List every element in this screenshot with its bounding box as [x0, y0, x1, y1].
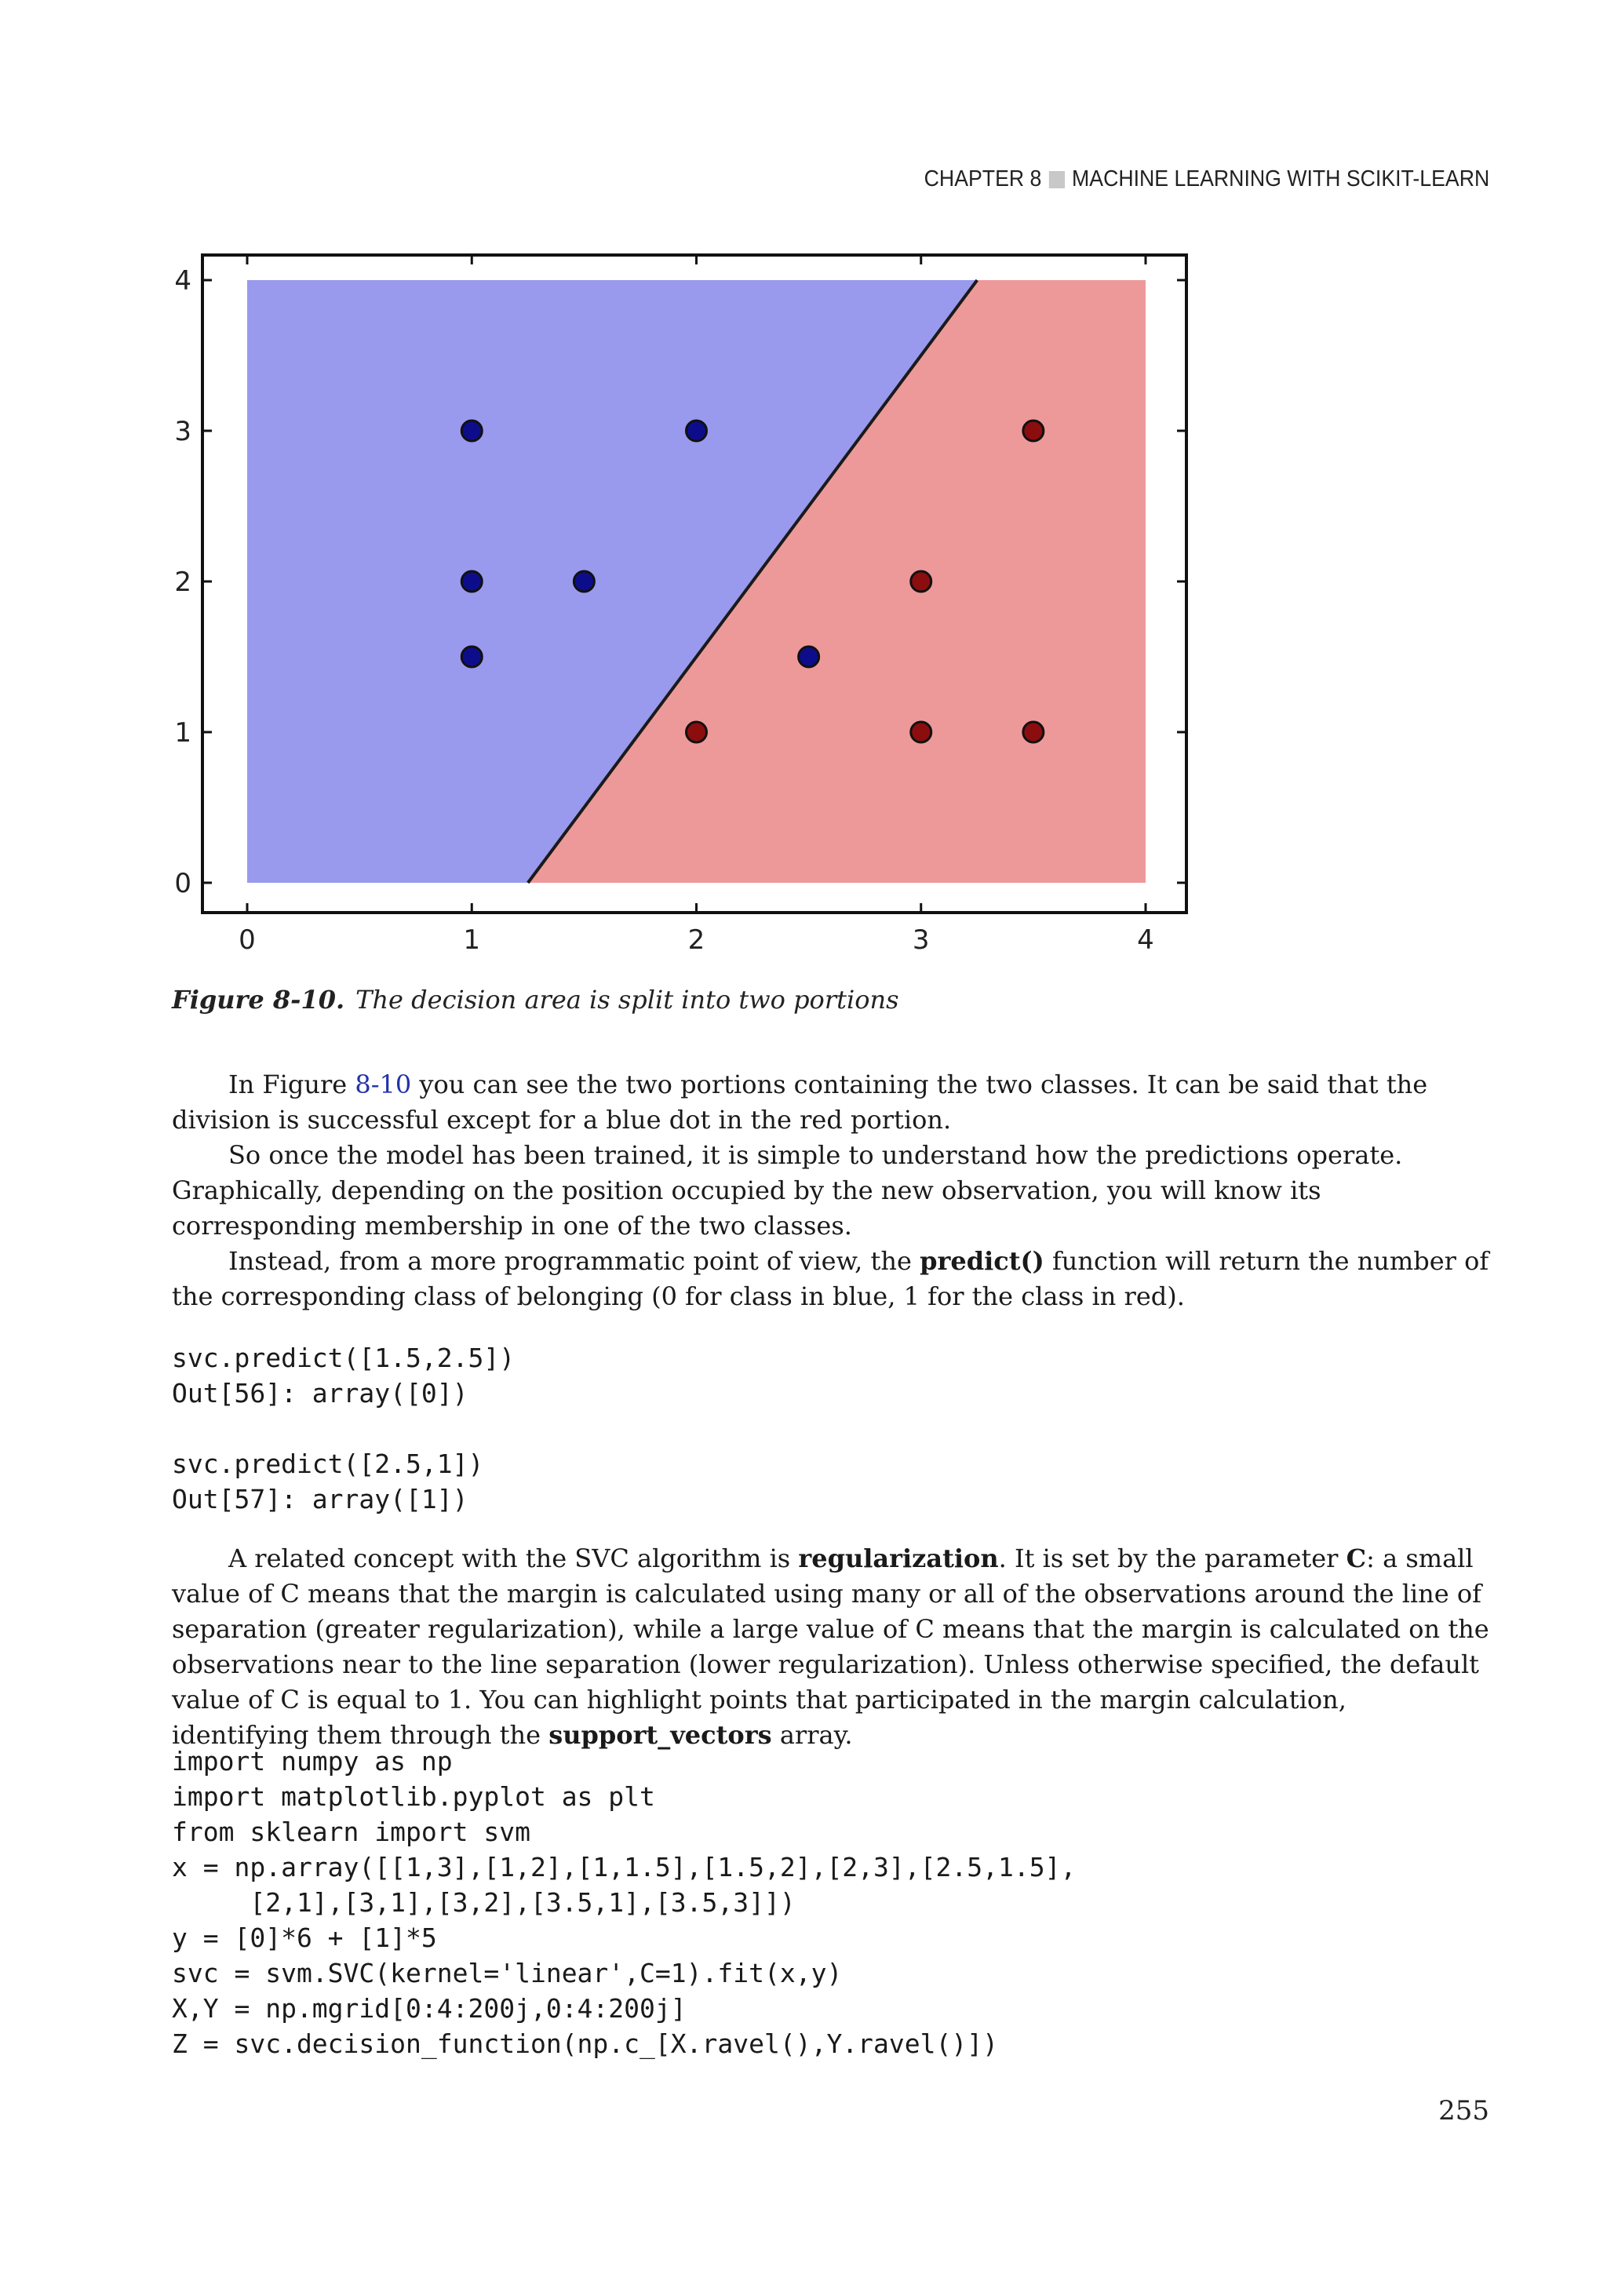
figure-label: Figure 8-10.: [172, 985, 345, 1015]
data-point-1-2: [911, 571, 931, 592]
y-tick-label-1: 1: [174, 717, 191, 749]
data-point-0-2: [461, 647, 482, 667]
y-tick-label-4: 4: [174, 265, 191, 297]
paragraph-1-start: In Figure: [228, 1070, 355, 1099]
x-tick-label-1: 1: [463, 924, 481, 949]
data-point-0-1: [461, 571, 482, 592]
running-head: [924, 166, 1489, 192]
x-tick-label-2: 2: [687, 924, 705, 949]
c-parameter-term: C: [1346, 1543, 1367, 1573]
paragraph-3-start: Instead, from a more programmatic point of view, the: [228, 1246, 920, 1276]
paragraph-3: [172, 1244, 1490, 1314]
data-point-1-4: [1023, 421, 1044, 441]
code-block-predict: svc.predict([1.5,2.5]) Out[56]: array([0]) svc.predict([2.5,1]) Out[57]: array([1]): [172, 1343, 516, 1514]
code-block-svm: import numpy as np import matplotlib.pyplot as plt from sklearn import svm x = np.array([[1,3],[1,2],[1,1.5],[1.5,2],[2,3],[2.5,1.5], [2,1],[3,1],[3,2],[3.5,1],[3.5,3]]) y = [0]*6 + [1]*5 svc = svm.SVC(kernel='linear',C=1).fit(x,y) X,Y = np.mgrid[0:4:200j,0:4:200j] Z = svc.decision_function(np.c_[X.ravel(),Y.ravel()]): [172, 1746, 1077, 2059]
x-tick-label-3: 3: [912, 924, 930, 949]
figure-link[interactable]: 8-10: [355, 1070, 412, 1099]
paragraph-1-end: you can see the two portions containing the two classes. It can be said that the division is successful except for a blue dot in the red portion.: [172, 1070, 1428, 1135]
data-point-1-1: [911, 722, 931, 742]
paragraph-3-end: function will return the number of the corresponding class of belonging (0 for class in blue, 1 for the class in red).: [172, 1246, 1489, 1311]
paragraph-4-c: . It is set by the parameter: [998, 1543, 1346, 1573]
data-point-0-5: [799, 647, 819, 667]
data-point-1-3: [1023, 722, 1044, 742]
data-point-0-4: [687, 421, 707, 441]
separator-square-icon: [1048, 171, 1064, 188]
paragraph-4-e: : a small value of C means that the margin is calculated using many or all of the observations around the line of separation (greater regularization), while a large value of C means that the margin is calculated on the observations near to the line separation (lower regularization). Unless otherwise specified, the default value of C is equal to 1. You can highlight points that participated in the margin calculation, identifying them through the: [172, 1543, 1489, 1750]
y-tick-label-3: 3: [174, 416, 191, 447]
figure-caption-text: The decision area is split into two portions: [355, 985, 899, 1015]
data-point-1-0: [687, 722, 707, 742]
paragraph-2: So once the model has been trained, it is simple to understand how the predictions operate. Graphically, depending on the position occupied by the new observation, you will know its corresponding membership in one of the two classes.: [172, 1140, 1403, 1241]
x-tick-label-0: 0: [239, 924, 256, 949]
paragraph-4: [172, 1541, 1490, 1753]
chapter-label: CHAPTER 8: [924, 166, 1042, 191]
chapter-title: MACHINE LEARNING WITH SCIKIT-LEARN: [1071, 166, 1489, 191]
paragraph-4-g: array.: [771, 1720, 853, 1750]
y-tick-label-0: 0: [174, 868, 191, 899]
regularization-term: regularization: [798, 1543, 999, 1573]
data-point-0-0: [461, 421, 482, 441]
data-point-0-3: [574, 571, 594, 592]
decision-area-chart: [157, 239, 1208, 949]
support-vectors-term: support_vectors: [548, 1720, 772, 1750]
body-text-top: [172, 1067, 1490, 1314]
predict-term: predict(): [920, 1246, 1044, 1276]
x-tick-label-4: 4: [1137, 924, 1154, 949]
y-tick-label-2: 2: [174, 567, 191, 598]
figure-caption: [172, 985, 899, 1015]
paragraph-4-a: A related concept with the SVC algorithm is: [228, 1543, 799, 1573]
paragraph-1: [172, 1067, 1490, 1138]
page-number: 255: [1438, 2095, 1489, 2127]
body-text-middle: [172, 1541, 1490, 1753]
